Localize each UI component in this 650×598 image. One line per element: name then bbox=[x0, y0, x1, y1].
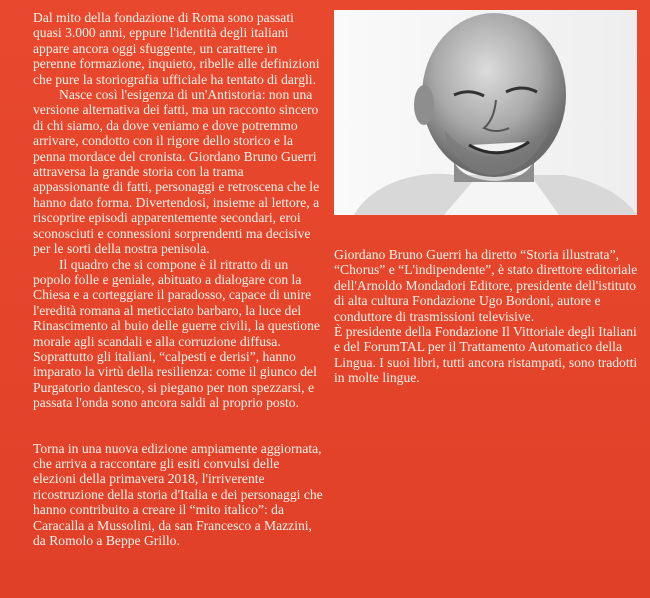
paragraph-spacer bbox=[33, 411, 323, 441]
author-bio-paragraph-2: È presidente della Fondazione Il Vittoriale degli Italiani e del ForumTAL per il Trattamento Automatico della Lingua. I suoi libri, tutti ancora ristampati, sono tradotti in molte lingue. bbox=[334, 324, 638, 386]
synopsis-paragraph-1: Dal mito della fondazione di Roma sono passati quasi 3.000 anni, eppure l'identità degli italiani appare ancora oggi sfuggente, un carattere in perenne formazione, inquieto, ribelle alle definizioni che pure la storiografia ufficiale ha tentato di dargli. bbox=[33, 10, 320, 87]
synopsis-paragraph-3: Il quadro che si compone è il ritratto di un popolo folle e geniale, abituato a dialogare con la Chiesa e a corteggiare il paradosso, capace di unire l'eredità romana al meticciato barbaro, la luce del Rinascimento al buio delle guerre civili, la questione morale agli scandali e alla corruzione diffusa. Soprattutto gli italiani, “calpesti e derisi”, hanno imparato la virtù della resilienza: come il giunco del Purgatorio dantesco, si piegano per non spezzarsi, e passata l'onda sono ancora saldi al proprio posto. bbox=[33, 256, 320, 411]
author-portrait-photo bbox=[334, 10, 637, 215]
synopsis-paragraph-4: Torna in una nuova edizione ampiamente aggiornata, che arriva a raccontare gli esiti convulsi delle elezioni della primavera 2018, l'irriverente ricostruzione della storia d'Italia e dei personaggi che hanno contribuito a creare il “mito italico”: da Caracalla a Mussolini, da san Francesco a Mazzini, da Romolo a Beppe Grillo. bbox=[33, 440, 323, 548]
synopsis-column bbox=[33, 10, 323, 548]
author-bio-column bbox=[334, 247, 639, 386]
synopsis-paragraph-2: Nasce così l'esigenza di un'Antistoria: non una versione alternativa dei fatti, ma un racconto sincero di chi siamo, da dove veniamo e dove potremmo arrivare, condotto con il rigore dello storico e la penna mordace del cronista. Giordano Bruno Guerri attraversa la grande storia con la trama appassionante di fatti, personaggi e retroscena che le hanno dato forma. Divertendosi, insieme al lettore, a riscoprire episodi apparentemente secondari, eroi sconosciuti e connessioni sorprendenti ma decisive per le sorti della nostra penisola. bbox=[33, 87, 320, 257]
author-bio-paragraph-1: Giordano Bruno Guerri ha diretto “Storia illustrata”, “Chorus” e “L'indipendente”, è stato direttore editoriale dell'Arnoldo Mondadori Editore, presidente dell'istituto di alta cultura Fondazione Ugo Bordoni, autore e conduttore di trasmissioni televisive. bbox=[334, 247, 638, 324]
author-portrait-illustration bbox=[334, 10, 637, 215]
